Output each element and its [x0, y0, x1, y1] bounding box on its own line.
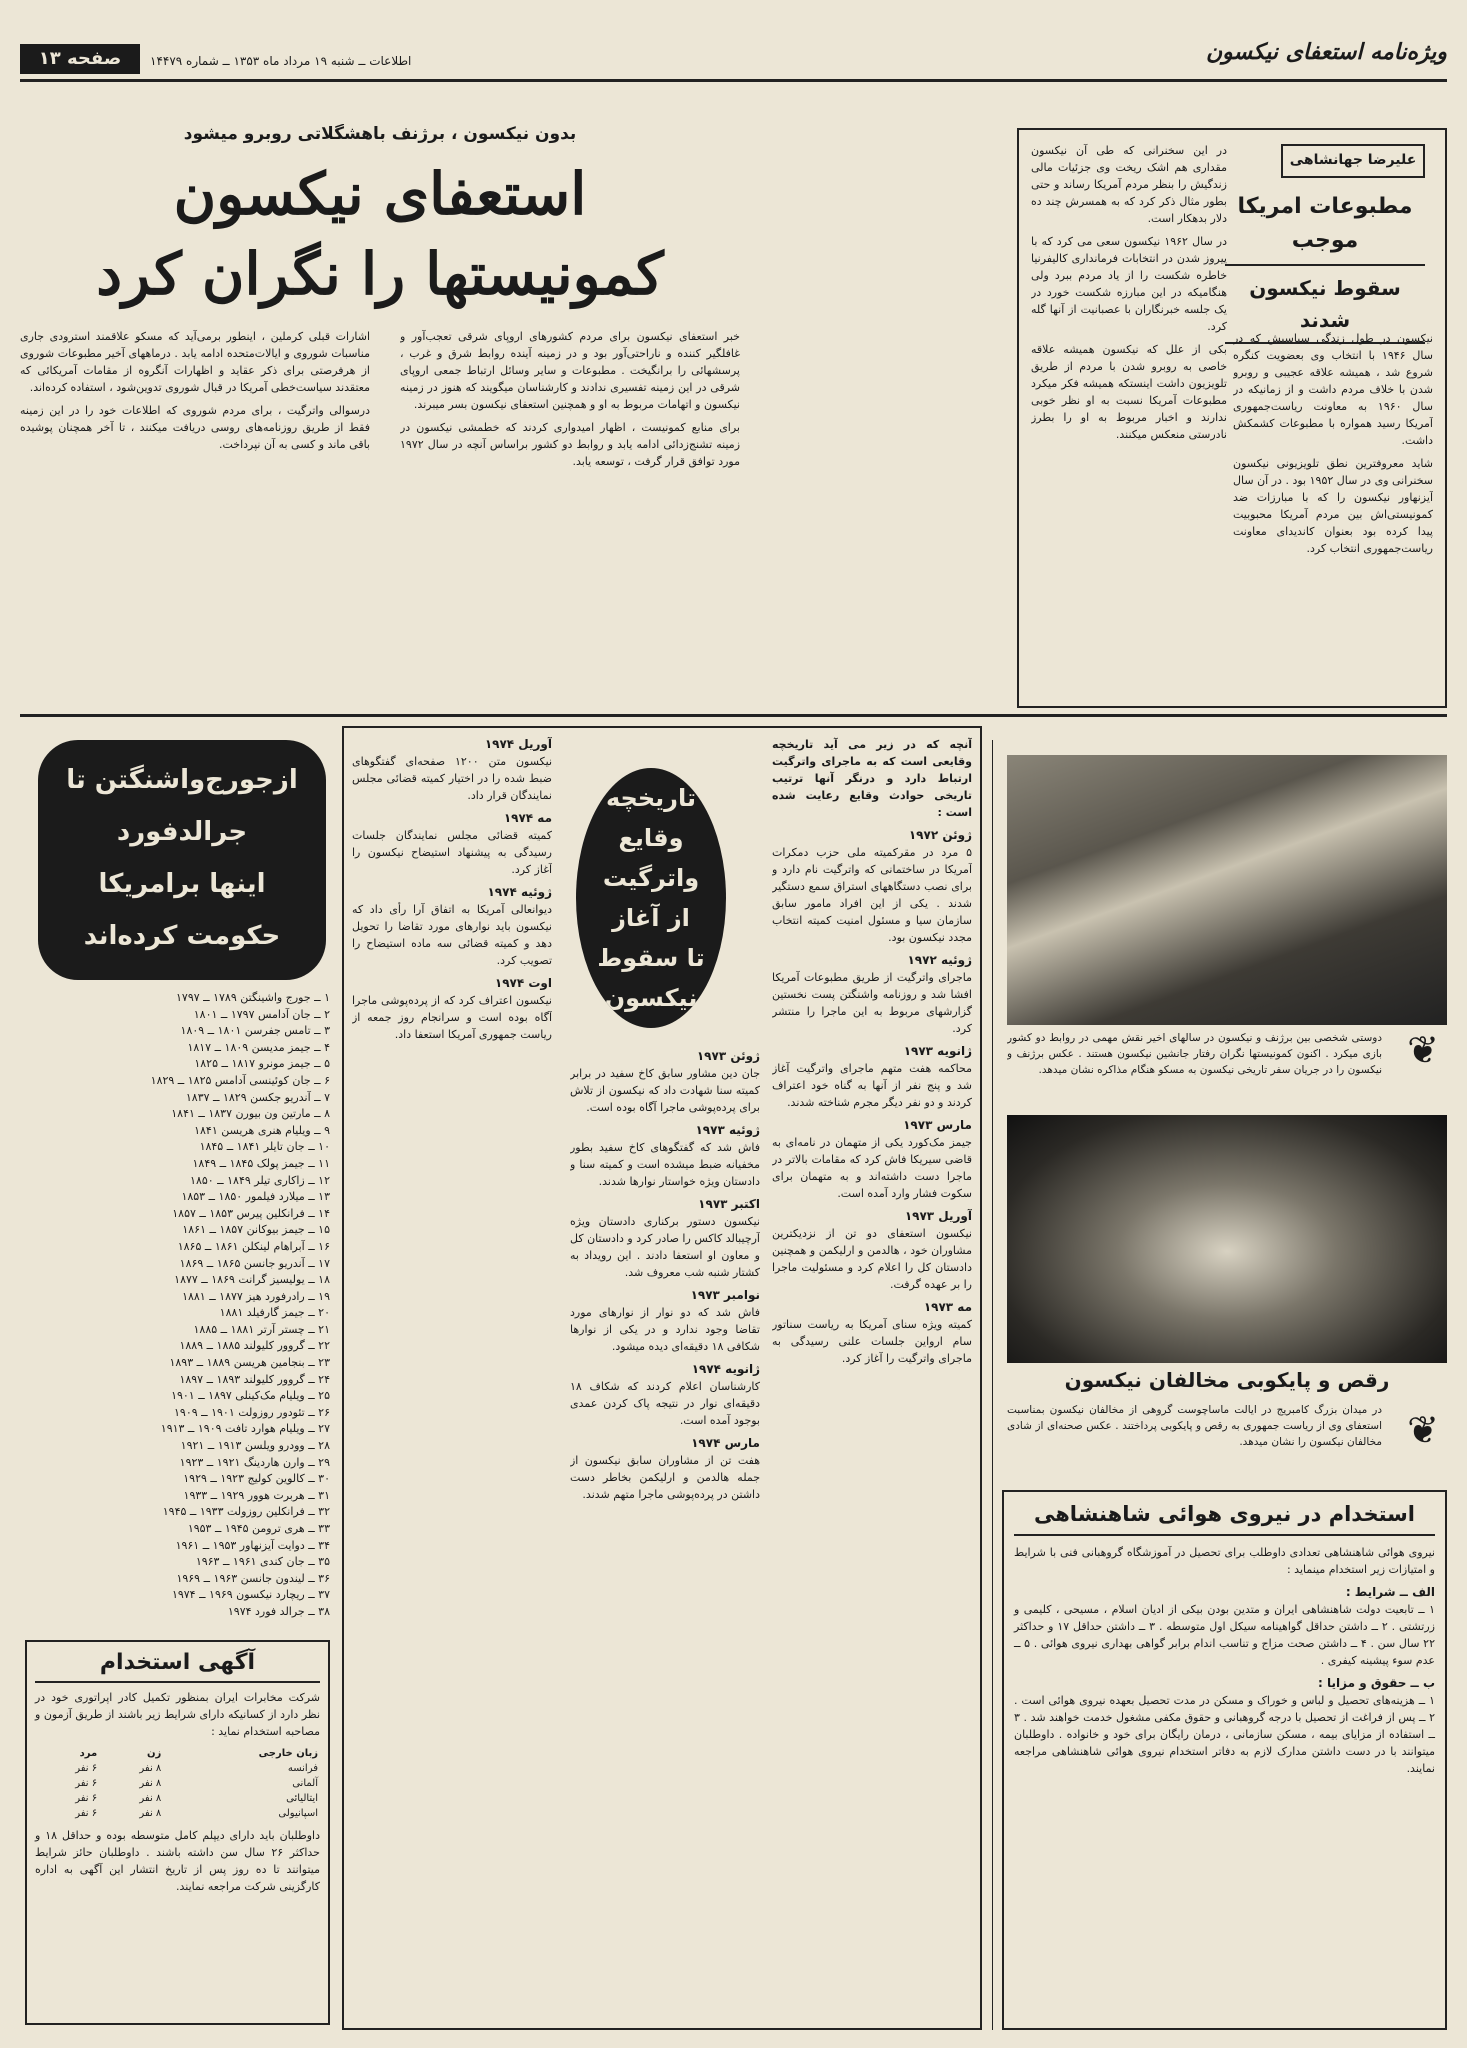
timeline-text: کمیته قضائی مجلس نمایندگان جلسات رسیدگی به پیشنهاد استیضاح نیکسون را آغاز کرد. — [352, 829, 552, 876]
airforce-title: استخدام در نیروی هوائی شاهنشاهی — [1014, 1502, 1435, 1536]
president-item: ۳۰ ــ کالوین کولیج ۱۹۲۳ ــ ۱۹۲۹ — [183, 1472, 330, 1486]
table-cell: اسپانیولی — [278, 1808, 318, 1819]
president-item: ۲۷ ــ ویلیام هوارد تافت ۱۹۰۹ ــ ۱۹۱۳ — [160, 1422, 330, 1436]
opinion-title — [1225, 190, 1425, 350]
photo-1-caption: دوستی شخصی بین برژنف و نیکسون در سالهای اخیر نقش مهمی در روابط دو کشور بازی میکرد . اکنون کمونیستها نگران رفتار جانشین نیکسون هستند . عکس برژنف و نیکسون را در جریان سفر تاریخی نیکسون به مسکو هنگام مذاکره نشان میدهد. — [1007, 1032, 1382, 1076]
president-item: ۱۱ ــ جیمز پولک ۱۸۴۵ ــ ۱۸۴۹ — [192, 1156, 330, 1170]
president-item: ۱۴ ــ فرانکلین پیرس ۱۸۵۳ ــ ۱۸۵۷ — [172, 1206, 330, 1220]
president-item: ۱۳ ــ میلارد فیلمور ۱۸۵۰ ــ ۱۸۵۳ — [181, 1190, 330, 1204]
opinion-paragraph: شاید معروفترین نطق تلویزیونی نیکسون سخنرانی وی در سال ۱۹۵۲ بود . در آن سال آیزنهاور نیکسون را که با مبارزات ضد کمونیستی‌اش بین مردم آمریکا محبوبیت پیدا کرده بود بعنوان کاندیدای معاونت ریاست‌جمهوری انتخاب کرد. — [1233, 457, 1433, 555]
table-cell: ۶ نفر — [75, 1763, 98, 1774]
timeline-date: اکتبر ۱۹۷۳ — [698, 1197, 760, 1211]
timeline-oval-heading — [576, 768, 726, 1028]
president-item: ۲۲ ــ گروور کلیولند ۱۸۸۵ ــ ۱۸۸۹ — [179, 1339, 330, 1353]
presidents-list-items — [25, 990, 330, 1621]
airforce-ad — [1002, 1490, 1447, 2030]
timeline-date: اوت ۱۹۷۴ — [494, 976, 552, 990]
opinion-col-left — [1031, 142, 1227, 697]
president-item: ۱۰ ــ جان تایلر ۱۸۴۱ ــ ۱۸۴۵ — [199, 1140, 330, 1154]
president-item: ۱ ــ جورج واشینگتن ۱۷۸۹ ــ ۱۷۹۷ — [176, 991, 330, 1004]
president-item: ۲ ــ جان آدامس ۱۷۹۷ ــ ۱۸۰۱ — [193, 1007, 330, 1021]
table-cell: ایتالیائی — [286, 1793, 318, 1804]
table-cell: ۶ نفر — [75, 1778, 98, 1789]
president-item: ۴ ــ جیمز مدیسن ۱۸۰۹ ــ ۱۸۱۷ — [187, 1040, 330, 1054]
opinion-col-right — [1233, 330, 1433, 700]
president-item: ۳۱ ــ هربرت هوور ۱۹۲۹ ــ ۱۹۳۳ — [183, 1488, 330, 1502]
president-item: ۲۵ ــ ویلیام مک‌کینلی ۱۸۹۷ ــ ۱۹۰۱ — [171, 1389, 330, 1403]
president-item: ۳۴ ــ دوایت آیزنهاور ۱۹۵۳ ــ ۱۹۶۱ — [175, 1538, 330, 1552]
timeline-date: ژانویه ۱۹۷۴ — [691, 1362, 760, 1376]
column-divider — [992, 740, 993, 2030]
story-paragraph: خبر استعفای نیکسون برای مردم کشورهای اروپای شرقی تعجب‌آور و غافلگیر کننده و ناراحتی‌آور بود و در زمینه آینده روابط شرق و غرب ، پرسشهائی را برانگیخت . مطبوعات و سایر وسائل ارتباط جمعی اروپای شرقی در این زمینه تفسیری ندادند و کارشناسان میگویند که هنوز در زمینه نیکسون و اتهامات مربوط به او و همچنین استعفای نیکسون بسر میبرند. — [400, 330, 740, 411]
opinion-title-line-2: سقوط نیکسون شدند — [1249, 276, 1401, 332]
timeline-text: جان دین مشاور سابق کاخ سفید در برابر کمیته سنا شهادت داد که نیکسون از تلاش برای پرده‌پوشی ماجرا آگاه بوده است. — [570, 1067, 760, 1114]
photo-2-title: رقص و پایکوبی مخالفان نیکسون — [1064, 1368, 1390, 1392]
timeline-date: مارس ۱۹۷۳ — [903, 1118, 972, 1132]
job-ad — [25, 1640, 330, 2025]
author-box: علیرضا جهانشاهی — [1281, 144, 1425, 178]
president-item: ۱۲ ــ زاکاری تیلر ۱۸۴۹ ــ ۱۸۵۰ — [190, 1173, 330, 1187]
timeline-box — [342, 726, 982, 2030]
timeline-date: ژوئیه ۱۹۷۲ — [907, 953, 972, 967]
president-item: ۳۲ ــ فرانکلین روزولت ۱۹۳۳ ــ ۱۹۴۵ — [162, 1505, 330, 1519]
table-row — [35, 1761, 320, 1776]
photo-brezhnev-nixon — [1007, 755, 1447, 1025]
table-cell: ۸ نفر — [139, 1808, 162, 1819]
story-paragraph: اشارات قبلی کرملین ، اینطور برمی‌آید که مسکو علاقمند استرودی جاری مناسبات شوروی و ایالات‌متحده ادامه یابد . درماههای آخیر مطبوعات شوروی از هرفرصتی برای ذکر عقاید و اظهارات آنگروه از مقامات آمریکائی که معتقدند سیاست‌خطی آمریکا در قبال شوروی تدوین‌شود ، استفاده کرده‌اند. — [20, 330, 370, 394]
president-item: ۳۷ ــ ریچارد نیکسون ۱۹۶۹ ــ ۱۹۷۴ — [171, 1588, 330, 1602]
timeline-text: جیمز مک‌کورد یکی از متهمان در نامه‌ای به قاضی سیریکا فاش کرد که مقامات بالاتر در ماجرا دست داشته‌اند و به متهمان برای سکوت فشار وارد آمده است. — [772, 1136, 972, 1200]
timeline-text: نیکسون دستور برکناری دادستان ویژه آرچیبالد کاکس را صادر کرد و دادستان کل و معاون او استعفا دادند . این رویداد به کشتار شنبه شب معروف شد. — [570, 1215, 760, 1279]
table-cell: ۸ نفر — [139, 1763, 162, 1774]
timeline-date: آوریل ۱۹۷۴ — [484, 737, 552, 751]
story-kicker: بدون نیکسون ، برژنف باهشگلاتی روبرو میشود — [183, 124, 577, 144]
masthead: ویژه‌نامه استعفای نیکسون — [1205, 40, 1447, 65]
president-item: ۳ ــ تامس جفرسن ۱۸۰۱ ــ ۱۸۰۹ — [180, 1024, 330, 1038]
job-ad-text: شرکت مخابرات ایران بمنظور تکمیل کادر اپراتوری خود در نظر دارد از کسانیکه دارای شرایط زیر باشند از طریق آزمون و مصاحبه استخدام نماید : — [35, 1691, 320, 1738]
presidents-heading-line: ازجورج‌واشنگتن تا — [66, 765, 298, 795]
president-item: ۲۶ ــ تئودور روزولت ۱۹۰۱ ــ ۱۹۰۹ — [174, 1405, 330, 1419]
timeline-text: ۵ مرد در مقرکمیته ملی حزب دمکرات آمریکا در ساختمانی که واترگیت نام دارد و برای نصب دستگاههای استراق سمع دستگیر شدند . یکی از این افراد مامور سابق سازمان سیا و مسئول امنیت کمیته انتخاب مجدد نیکسون بود. — [772, 846, 972, 944]
timeline-text: نیکسون متن ۱۲۰۰ صفحه‌ای گفتگوهای ضبط شده را در اختیار کمیته قضائی مجلس نمایندگان قرار داد. — [352, 755, 552, 802]
table-cell: ۶ نفر — [75, 1808, 98, 1819]
president-item: ۵ ــ جیمز مونرو ۱۸۱۷ ــ ۱۸۲۵ — [194, 1057, 330, 1071]
table-row — [35, 1791, 320, 1806]
timeline-col-right — [772, 736, 972, 2024]
airforce-conditions-label: الف ــ شرایط : — [1345, 1585, 1435, 1599]
timeline-date: ژوئن ۱۹۷۳ — [696, 1049, 760, 1063]
job-ad-title: آگهی استخدام — [35, 1650, 320, 1683]
president-item: ۸ ــ مارتین ون بیورن ۱۸۳۷ ــ ۱۸۴۱ — [171, 1107, 330, 1121]
president-item: ۱۶ ــ آبراهام لینکلن ۱۸۶۱ ــ ۱۸۶۵ — [177, 1239, 330, 1253]
timeline-text: نیکسون استعفای دو تن از نزدیکترین مشاوران خود ، هالدمن و ارلیکمن و همچنین دادستان کل را اعلام کرد و مسئولیت ماجرا را بر عهده گرفت. — [772, 1227, 972, 1291]
oval-line: وقایع — [618, 824, 684, 852]
table-cell: ۶ نفر — [75, 1793, 98, 1804]
job-ad-footer: داوطلبان باید دارای دیپلم کامل متوسطه بوده و حداقل ۱۸ و حداکثر ۲۶ سال سن داشته باشند . داوطلبان حائز شرایط میتوانند تا ده روز پس از تاریخ انتشار این آگهی به اداره کارگزینی شرکت مراجعه نمایند. — [35, 1829, 321, 1893]
table-row — [35, 1806, 320, 1821]
page-number: صفحه ۱۳ — [20, 44, 140, 74]
president-item: ۳۵ ــ جان کندی ۱۹۶۱ ــ ۱۹۶۳ — [195, 1555, 330, 1569]
presidents-list — [25, 990, 330, 1630]
table-cell: آلمانی — [292, 1778, 318, 1789]
timeline-text: کمیته ویژه سنای آمریکا به ریاست سناتور سام ارواین جلسات علنی رسیدگی به ماجرای واترگیت را آغاز کرد. — [772, 1318, 972, 1365]
president-item: ۲۳ ــ بنجامین هریسن ۱۸۸۹ ــ ۱۸۹۳ — [169, 1356, 330, 1370]
table-header: مرد — [79, 1748, 98, 1759]
logo-icon: ❦ — [1407, 1028, 1439, 1072]
page-header — [20, 36, 1447, 82]
president-item: ۱۹ ــ رادرفورد هیز ۱۸۷۷ ــ ۱۸۸۱ — [182, 1289, 330, 1303]
timeline-text: دیوانعالی آمریکا به اتفاق آرا رأی داد که نیکسون باید نوارهای مورد تقاضا را تحویل دهد و کمیته قضائی سه ماده استیضاح را تصویب کرد. — [352, 903, 552, 967]
timeline-date: مه ۱۹۷۴ — [503, 811, 552, 825]
presidents-heading — [38, 740, 326, 980]
presidents-heading-line: حکومت کرده‌اند — [83, 921, 281, 951]
president-item: ۲۰ ــ جیمز گارفیلد ۱۸۸۱ — [219, 1306, 330, 1320]
timeline-col-left — [352, 736, 552, 2024]
opinion-title-line-1: مطبوعات امریکا موجب — [1237, 194, 1413, 253]
airforce-rights-label: ب ــ حقوق و مزایا : — [1318, 1676, 1435, 1690]
timeline-text: هفت تن از مشاوران سابق نیکسون از جمله هالدمن و ارلیکمن بخاطر دست داشتن در پرده‌پوشی ماجرا متهم شدند. — [570, 1454, 760, 1501]
timeline-intro: آنچه که در زیر می آید تاریخچه وقایعی است که به ماجرای واترگیت ارتباط دارد و درنگر آنها ترتیب تاریخی حوادث وقایع رعایت شده است : — [772, 738, 972, 819]
story-headline: استعفای نیکسون — [173, 160, 587, 228]
airforce-conditions: ۱ ــ تابعیت دولت شاهنشاهی ایران و متدین بودن بیکی از ادیان اسلام ، مسیحی ، کلیمی و زرتشتی . ۲ ــ داشتن حداقل گواهینامه سیکل اول متوسطه . ۳ ــ داشتن حداقل ۱۷ و حداکثر ۲۲ سال سن . ۴ ــ داشتن صحت مزاج و تناسب اندام برابر گواهی بهداری نیروی هوائی . ۵ ــ عدم سوء پیشینه کیفری . — [1014, 1603, 1435, 1667]
dateline: اطلاعات ــ شنبه ۱۹ مرداد ماه ۱۳۵۳ ــ شماره ۱۴۴۷۹ — [150, 54, 412, 68]
timeline-date: آوریل ۱۹۷۳ — [904, 1209, 972, 1223]
airforce-rights: ۱ ــ هزینه‌های تحصیل و لباس و خوراک و مسکن در مدت تحصیل بعهده نیروی هوائی است . ۲ ــ پس از فراغت از تحصیل با درجه گروهبانی و حقوق مکفی مشغول خدمت خواهند شد . ۳ ــ استفاده از مزایای بیمه ، مسکن سازمانی ، درمان رایگان برای خود و خانواده . داوطلبان میتوانند با در دست داشتن مدارک لازم به دفاتر استخدام نیروی هوائی شاهنشاهی مراجعه نمایند. — [1014, 1694, 1435, 1775]
table-cell: ۸ نفر — [139, 1793, 162, 1804]
timeline-text: ماجرای واترگیت از طریق مطبوعات آمریکا افشا شد و روزنامه واشنگتن پست نخستین گزارشهای مربوط به این ماجرا را منتشر کرد. — [772, 971, 972, 1035]
oval-line: واترگیت — [602, 864, 700, 892]
photo-protesters — [1007, 1115, 1447, 1363]
timeline-text: فاش شد که گفتگوهای کاخ سفید بطور مخفیانه ضبط میشده است و کمیته سنا و دادستان ویژه خواستار نوارها شدند. — [570, 1141, 760, 1188]
main-story — [20, 118, 740, 708]
president-item: ۹ ــ ویلیام هنری هریسن ۱۸۴۱ — [194, 1123, 330, 1137]
oval-line: تاریخچه — [606, 784, 696, 812]
story-paragraph: درسوالی واترگیت ، برای مردم شوروی که اطلاعات خود را در این زمینه فقط از طریق روزنامه‌های روسی دریافت میکنند ، تا آخر همچنان پوشیده باقی ماند و کسی به آن نپرداخت. — [20, 404, 370, 451]
airforce-body — [1014, 1544, 1435, 1777]
presidents-heading-line: اینها برامریکا — [98, 869, 266, 899]
timeline-date: ژوئیه ۱۹۷۴ — [487, 885, 552, 899]
job-ad-table — [35, 1746, 320, 1821]
timeline-text: محاکمه هفت متهم ماجرای واترگیت آغاز شد و پنج نفر از آنها به گناه خود اعتراف کردند و دو نفر دیگر مجرم شناخته شدند. — [772, 1062, 972, 1109]
presidents-heading-line: جرالدفورد — [116, 817, 248, 847]
timeline-col-middle — [570, 1048, 760, 2024]
president-item: ۲۱ ــ چستر آرتر ۱۸۸۱ ــ ۱۸۸۵ — [193, 1322, 330, 1336]
story-col-left — [20, 328, 370, 703]
timeline-date: ژوئیه ۱۹۷۳ — [695, 1123, 760, 1137]
logo-icon: ❦ — [1407, 1408, 1439, 1452]
timeline-text: نیکسون اعتراف کرد که از پرده‌پوشی ماجرا آگاه بوده است و سرانجام روز جمعه از ریاست جمهوری آمریکا استعفا داد. — [352, 994, 552, 1041]
story-subheadline: کمونیستها را نگران کرد — [96, 240, 664, 308]
president-item: ۲۹ ــ وارن هاردینگ ۱۹۲۱ ــ ۱۹۲۳ — [179, 1455, 330, 1469]
table-header: زبان خارجی — [258, 1748, 318, 1759]
oval-line: نیکسون — [604, 984, 698, 1012]
opinion-paragraph: بکی از علل که نیکسون همیشه علاقه خاصی به روبرو شدن با مردم از طریق تلویزیون داشت اینستکه همیشه فکر میکرد مطبوعات آمریکا نسبت به او نظر خوبی ندارند و اخبار مربوط به او را بطرز نادرستی منعکس میکنند. — [1031, 343, 1227, 441]
airforce-intro: نیروی هوائی شاهنشاهی تعدادی داوطلب برای تحصیل در آموزشگاه گروهبانی فنی با شرایط و امتیازات زیر استخدام مینماید : — [1014, 1546, 1435, 1576]
story-col-right — [400, 328, 740, 703]
timeline-text: فاش شد که دو نوار از نوارهای مورد تقاضا وجود ندارد و در یکی از نوارها شکافی ۱۸ دقیقه‌ای دیده میشود. — [570, 1306, 760, 1353]
president-item: ۱۸ ــ یولیسیز گرانت ۱۸۶۹ ــ ۱۸۷۷ — [174, 1273, 330, 1287]
timeline-date: ژانویه ۱۹۷۳ — [903, 1044, 972, 1058]
opinion-paragraph: در سال ۱۹۶۲ نیکسون سعی می کرد که با پیروز شدن در انتخابات فرمانداری کالیفرنیا خاطره شکست را از یاد مردم ببرد ولی هنگامیکه در این مبارزه شکست خورد در یک جلسه خبرنگاران با عصبانیت از آنها گله کرد. — [1031, 235, 1227, 333]
president-item: ۱۷ ــ آندریو جانسن ۱۸۶۵ ــ ۱۸۶۹ — [179, 1256, 330, 1270]
president-item: ۶ ــ جان کوئینسی آدامس ۱۸۲۵ ــ ۱۸۲۹ — [150, 1073, 330, 1087]
timeline-date: نوامبر ۱۹۷۳ — [690, 1288, 760, 1302]
table-cell: فرانسه — [287, 1763, 318, 1774]
opinion-paragraph: نیکسون در طول زندگی سیاسیش که در سال ۱۹۴۶ با انتخاب وی بعضویت کنگره شروع شد ، همیشه علاقه عجیبی و روبرو شدن با خلاف مردم داشت و از زمانیکه در سال ۱۹۶۰ به معاونت ریاست‌جمهوری آمریکا رسید همواره با مطبوعات کشمکش داشت. — [1233, 332, 1433, 447]
oval-line: از آغاز — [612, 904, 690, 932]
table-cell: ۸ نفر — [139, 1778, 162, 1789]
president-item: ۷ ــ آندریو جکسن ۱۸۲۹ ــ ۱۸۳۷ — [185, 1090, 330, 1104]
president-item: ۳۸ ــ جرالد فورد ۱۹۷۴ — [227, 1604, 330, 1618]
president-item: ۱۵ ــ جیمز بیوکانن ۱۸۵۷ ــ ۱۸۶۱ — [182, 1223, 330, 1237]
section-divider — [20, 714, 1447, 717]
table-header: زن — [147, 1748, 162, 1759]
president-item: ۳۳ ــ هری ترومن ۱۹۴۵ ــ ۱۹۵۳ — [187, 1522, 330, 1535]
photo-2-caption: در میدان بزرگ کامبریج در ایالت ماساچوست گروهی از مخالفان نیکسون بمناسبت استعفای وی از ریاست جمهوری به رقص و پایکوبی پرداختند . عکس صحنه‌ای از شادی مخالفان نیکسون را نشان میدهد. — [1007, 1404, 1382, 1448]
opinion-paragraph: در این سخنرانی که طی آن نیکسون مقداری هم اشک ریخت وی جزئیات مالی زندگیش را بنظر مردم آمریکا رساند و حتی بطور مثال ذکر کرد که به همسرش چند ده دلار بدهکار است. — [1031, 144, 1227, 225]
president-item: ۲۸ ــ وودرو ویلسن ۱۹۱۳ ــ ۱۹۲۱ — [180, 1439, 330, 1453]
timeline-date: ژوئن ۱۹۷۲ — [908, 828, 972, 842]
president-item: ۲۴ ــ گروور کلیولند ۱۸۹۳ ــ ۱۸۹۷ — [179, 1372, 330, 1386]
oval-line: تا سقوط — [597, 944, 705, 972]
timeline-text: کارشناسان اعلام کردند که شکاف ۱۸ دقیقه‌ای نوار در نتیجه پاک کردن عمدی بوجود آمده است. — [570, 1380, 760, 1427]
story-paragraph: برای منابع کمونیست ، اظهار امیدواری کردند که خطمشی نیکسون در زمینه تشنج‌زدائی ادامه یابد و روابط دو کشور براساس آنچه در سال ۱۹۷۲ مورد توافق قرار گرفت ، توسعه یابد. — [400, 421, 740, 468]
opinion-box — [1017, 128, 1447, 708]
timeline-date: مارس ۱۹۷۴ — [691, 1436, 760, 1450]
timeline-date: مه ۱۹۷۳ — [923, 1300, 972, 1314]
table-row — [35, 1776, 320, 1791]
president-item: ۳۶ ــ لیندون جانسن ۱۹۶۳ ــ ۱۹۶۹ — [176, 1571, 330, 1585]
